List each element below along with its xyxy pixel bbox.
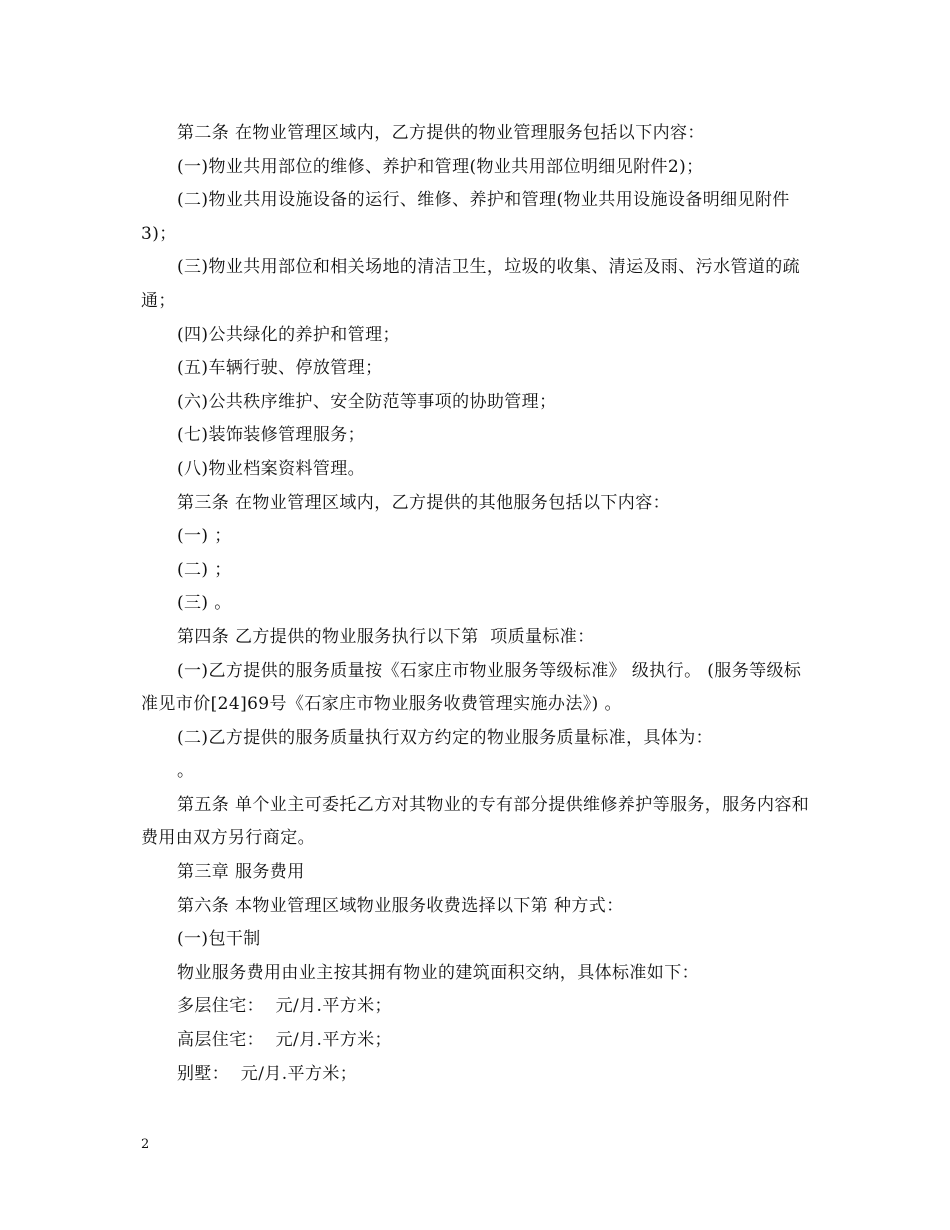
article-4-item-2-end: 。 (177, 761, 195, 782)
page-number: 2 (141, 1137, 150, 1152)
article-2-item-2: (二)物业共用设施设备的运行、维修、养护和管理(物业共用设施设备明细见附件3)； (141, 190, 790, 244)
article-3-item-3: (三) 。 (177, 593, 232, 614)
article-3-item-2: (二) ； (177, 559, 232, 580)
article-4-heading: 第四条 乙方提供的物业服务执行以下第 项质量标准： (177, 626, 595, 647)
document-body (141, 117, 817, 1091)
article-3-heading: 第三条 在物业管理区域内，乙方提供的其他服务包括以下内容： (177, 492, 671, 513)
fee-villa: 别墅： 元/月.平方米； (177, 1063, 358, 1084)
article-2-item-8: (八)物业档案资料管理。 (177, 458, 366, 479)
article-2-item-5: (五)车辆行驶、停放管理； (177, 358, 383, 379)
fee-description: 物业服务费用由业主按其拥有物业的建筑面积交纳，具体标准如下： (177, 962, 699, 983)
article-2-item-6: (六)公共秩序维护、安全防范等事项的协助管理； (177, 391, 557, 412)
chapter-3-heading: 第三章 服务费用 (177, 862, 305, 883)
article-2-item-3: (三)物业共用部位和相关场地的清洁卫生，垃圾的收集、清运及雨、污水管道的疏通； (141, 257, 801, 311)
fee-highrise: 高层住宅： 元/月.平方米； (177, 1030, 392, 1051)
article-2-item-7: (七)装饰装修管理服务； (177, 425, 366, 446)
article-6-heading: 第六条 本物业管理区域物业服务收费选择以下第 种方式： (177, 895, 624, 916)
article-4-item-1: (一)乙方提供的服务质量按《石家庄市物业服务等级标准》 级执行。 (服务等级标准见市价[24]69号《石家庄市物业服务收费管理实施办法》) 。 (141, 660, 802, 715)
article-5: 第五条 单个业主可委托乙方对其物业的专有部分提供维修养护等服务，服务内容和费用由双方另行商定。 (141, 794, 810, 849)
article-3-item-1: (一) ； (177, 526, 232, 547)
article-2-heading: 第二条 在物业管理区域内，乙方提供的物业管理服务包括以下内容： (177, 123, 705, 143)
article-2-item-4: (四)公共绿化的养护和管理； (177, 324, 400, 345)
fee-multistory: 多层住宅： 元/月.平方米； (177, 996, 392, 1017)
article-2-item-1: (一)物业共用部位的维修、养护和管理(物业共用部位明细见附件2)； (177, 156, 704, 177)
article-6-item-1: (一)包干制 (177, 929, 261, 950)
article-4-item-2: (二)乙方提供的服务质量执行双方约定的物业服务质量标准，具体为： (177, 727, 714, 748)
